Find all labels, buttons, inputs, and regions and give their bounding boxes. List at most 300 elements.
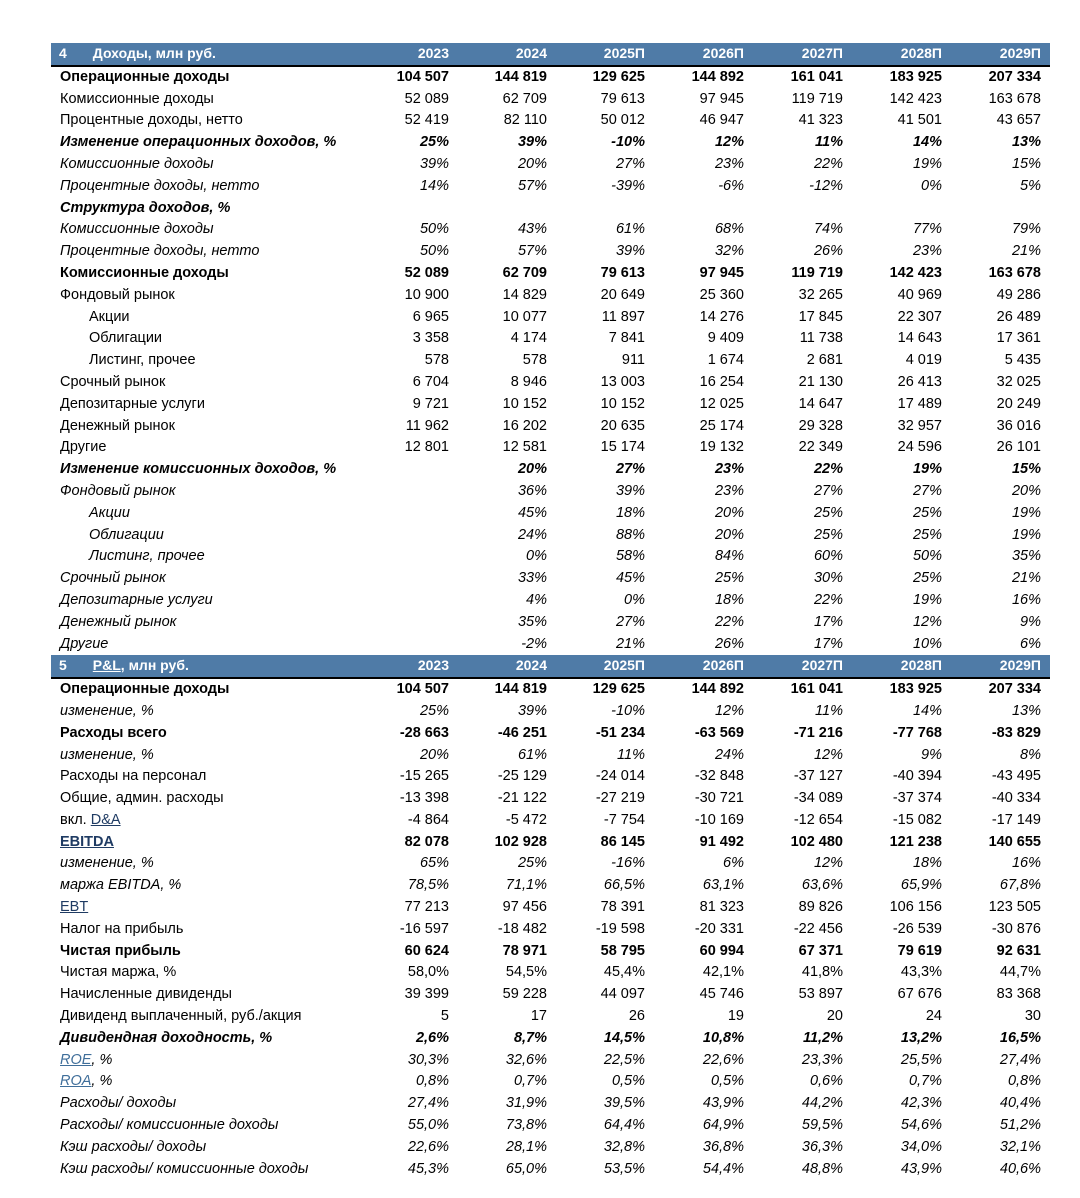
section-title-text: Доходы, млн руб. — [92, 45, 216, 61]
table-cell: 207 334 — [951, 678, 1050, 701]
table-cell: 2 681 — [806, 352, 843, 369]
table-cell: -10 169 — [694, 811, 744, 828]
table-cell: 104 507 — [360, 66, 458, 89]
year-header: 2024 — [458, 655, 556, 678]
table-cell: 161 041 — [753, 678, 852, 701]
table-cell: 14,5% — [603, 1029, 645, 1046]
table-row — [51, 701, 1050, 723]
table-cell: 39% — [517, 702, 547, 719]
row-label: Процентные доходы, нетто — [60, 177, 260, 194]
table-cell: -77 768 — [892, 724, 942, 741]
table-cell: 77 213 — [404, 899, 449, 916]
table-cell: 13,2% — [900, 1029, 942, 1046]
table-cell: 21% — [615, 635, 645, 652]
table-cell: 10 152 — [502, 395, 547, 412]
table-cell: 55,0% — [407, 1117, 449, 1134]
table-row — [51, 853, 1050, 875]
table-cell: 6 965 — [412, 308, 449, 325]
table-cell: 26% — [714, 635, 744, 652]
table-cell: 39% — [517, 134, 547, 151]
table-cell: 33% — [517, 570, 547, 587]
table-row — [51, 962, 1050, 984]
table-cell: 25% — [419, 134, 449, 151]
table-row — [51, 1137, 1050, 1159]
row-label-suffix: , % — [91, 1051, 113, 1068]
table-cell: 19 132 — [699, 439, 744, 456]
table-cell: 43,9% — [702, 1095, 744, 1112]
row-label: Денежный рынок — [60, 613, 177, 630]
table-cell: 64,4% — [603, 1117, 645, 1134]
table-cell: 19% — [912, 591, 942, 608]
table-row — [51, 263, 1050, 285]
table-cell: 14 276 — [699, 308, 744, 325]
table-cell: 44,7% — [999, 964, 1041, 981]
table-cell: 78 391 — [600, 899, 645, 916]
table-cell: 2,6% — [415, 1029, 449, 1046]
table-row — [51, 1050, 1050, 1072]
table-cell: 65,0% — [505, 1160, 547, 1177]
table-cell: 9% — [1020, 613, 1041, 630]
table-cell: 14 643 — [897, 330, 942, 347]
table-cell: 12% — [714, 134, 744, 151]
table-cell: 22% — [714, 613, 744, 630]
table-cell: 129 625 — [556, 678, 654, 701]
row-label: Процентные доходы, нетто — [60, 243, 260, 260]
table-cell: 61% — [615, 221, 645, 238]
row-label: изменение, % — [60, 702, 154, 719]
table-cell — [951, 198, 1050, 220]
section-title-link[interactable]: P&L — [92, 657, 121, 674]
row-label: Комиссионные доходы — [60, 264, 229, 281]
table-cell: -18 482 — [497, 920, 547, 937]
row-label-link[interactable]: D&A — [90, 811, 121, 828]
table-cell: 25% — [912, 570, 942, 587]
table-cell: -40 334 — [991, 790, 1041, 807]
financial-table-sheet — [51, 43, 1050, 1180]
row-label-link[interactable]: EBITDA — [60, 833, 114, 850]
table-cell: 25 360 — [699, 286, 744, 303]
table-cell: 81 323 — [699, 899, 744, 916]
table-cell: 63,1% — [702, 877, 744, 894]
table-cell: -46 251 — [497, 724, 547, 741]
table-cell: 17 845 — [798, 308, 843, 325]
table-cell: 29 328 — [798, 417, 843, 434]
table-cell: 41 323 — [798, 112, 843, 129]
table-cell: 4 019 — [905, 352, 942, 369]
row-label: Расходы на персонал — [60, 768, 207, 785]
row-label: Чистая маржа, % — [60, 964, 177, 981]
table-cell: 67 676 — [897, 986, 942, 1003]
table-cell: 20 635 — [600, 417, 645, 434]
table-cell: -17 149 — [991, 811, 1041, 828]
row-label: Другие — [60, 439, 107, 456]
table-cell: 10 900 — [404, 286, 449, 303]
table-cell: 24% — [714, 746, 744, 763]
table-cell: 62 709 — [502, 264, 547, 281]
table-cell: 129 625 — [556, 66, 654, 89]
table-cell: 10 077 — [502, 308, 547, 325]
table-row — [51, 219, 1050, 241]
table-cell: 43,3% — [900, 964, 942, 981]
table-row — [51, 285, 1050, 307]
table-cell: 53 897 — [798, 986, 843, 1003]
table-cell: 39% — [615, 482, 645, 499]
table-cell: 0,5% — [710, 1073, 744, 1090]
table-cell: 97 456 — [502, 899, 547, 916]
table-cell: -39% — [611, 177, 645, 194]
table-cell: 14 647 — [798, 395, 843, 412]
table-row — [51, 1071, 1050, 1093]
row-label: Расходы/ доходы — [60, 1095, 177, 1112]
table-cell: 12% — [813, 746, 843, 763]
table-cell: 13% — [1011, 702, 1041, 719]
row-label: Налог на прибыль — [60, 920, 184, 937]
table-cell: 83 368 — [996, 986, 1041, 1003]
table-cell: 40,4% — [999, 1095, 1041, 1112]
table-cell: 60 994 — [699, 942, 744, 959]
row-label: Изменение операционных доходов, % — [60, 134, 337, 151]
table-cell: 17 489 — [897, 395, 942, 412]
table-cell: 13% — [1011, 134, 1041, 151]
table-cell: 0,7% — [513, 1073, 547, 1090]
table-cell: 30 — [1024, 1008, 1041, 1025]
table-cell: 11,2% — [802, 1029, 843, 1046]
table-row — [51, 897, 1050, 919]
row-label — [51, 810, 360, 832]
table-row — [51, 546, 1050, 568]
table-row — [51, 984, 1050, 1006]
table-cell: 36 016 — [996, 417, 1041, 434]
row-label-link[interactable]: ROA — [60, 1073, 92, 1090]
section-title — [93, 45, 216, 61]
table-cell: 102 928 — [494, 833, 547, 850]
row-label: Листинг, прочее — [89, 548, 205, 565]
table-cell: 35% — [517, 613, 547, 630]
row-label: Расходы/ комиссионные доходы — [60, 1117, 279, 1134]
table-cell: 58 795 — [600, 942, 645, 959]
row-label: Комиссионные доходы — [60, 155, 214, 172]
table-cell: 9% — [921, 746, 942, 763]
table-cell: 27,4% — [407, 1095, 449, 1112]
table-cell: -24 014 — [595, 768, 645, 785]
table-cell: 15 174 — [600, 439, 645, 456]
table-cell — [458, 198, 556, 220]
table-cell: 1 674 — [707, 352, 744, 369]
table-cell: 20% — [714, 504, 744, 521]
table-cell: 163 678 — [988, 90, 1041, 107]
table-cell: 32,1% — [999, 1138, 1041, 1155]
table-cell: 25% — [912, 526, 942, 543]
table-cell: -22 456 — [793, 920, 843, 937]
table-row — [51, 372, 1050, 394]
table-cell: 27,4% — [999, 1051, 1041, 1068]
table-cell: 25% — [813, 504, 843, 521]
table-cell: 18% — [714, 591, 744, 608]
table-cell: -7 754 — [603, 811, 645, 828]
financial-table — [51, 43, 1050, 1180]
table-cell: 52 419 — [404, 112, 449, 129]
table-cell: -40 394 — [892, 768, 942, 785]
table-row — [51, 919, 1050, 941]
table-cell: 67,8% — [999, 877, 1041, 894]
table-cell: 20 649 — [600, 286, 645, 303]
table-cell: 144 892 — [654, 66, 753, 89]
table-cell: 9 409 — [707, 330, 744, 347]
table-cell: 52 089 — [404, 264, 449, 281]
table-cell: -71 216 — [793, 724, 843, 741]
table-body — [51, 43, 1050, 1180]
table-row — [51, 350, 1050, 372]
table-cell: 21 130 — [798, 373, 843, 390]
table-cell: -5 472 — [505, 811, 547, 828]
table-row — [51, 590, 1050, 612]
table-row — [51, 788, 1050, 810]
table-cell: 22% — [813, 461, 843, 478]
row-label: Депозитарные услуги — [60, 395, 205, 412]
table-cell: 79 613 — [600, 264, 645, 281]
table-cell: 18% — [615, 504, 645, 521]
table-row — [51, 766, 1050, 788]
table-cell: 144 819 — [458, 678, 556, 701]
table-cell: 10,8% — [702, 1029, 744, 1046]
table-cell: 18% — [912, 855, 942, 872]
table-cell: 44,2% — [801, 1095, 843, 1112]
table-cell: 0,8% — [1007, 1073, 1041, 1090]
row-label-link[interactable]: ROE — [60, 1051, 92, 1068]
table-cell: 45,4% — [603, 964, 645, 981]
table-row — [51, 1093, 1050, 1115]
table-cell: 54,6% — [900, 1117, 942, 1134]
table-cell: 12% — [714, 702, 744, 719]
table-row — [51, 941, 1050, 963]
table-cell: 6% — [1020, 635, 1041, 652]
table-cell: 60% — [813, 548, 843, 565]
table-row — [51, 132, 1050, 154]
table-cell: 20% — [517, 461, 547, 478]
table-cell: 13 003 — [600, 373, 645, 390]
table-row — [51, 328, 1050, 350]
row-label: Кэш расходы/ доходы — [60, 1138, 207, 1155]
table-cell: 60 624 — [404, 942, 449, 959]
row-label: Процентные доходы, нетто — [60, 112, 243, 129]
table-cell: 58% — [615, 548, 645, 565]
table-cell: 106 156 — [889, 899, 942, 916]
table-cell: 123 505 — [988, 899, 1041, 916]
table-cell: 7 841 — [608, 330, 645, 347]
table-cell: 26 101 — [996, 439, 1041, 456]
table-cell: 16% — [1011, 591, 1041, 608]
table-cell: 19% — [1011, 504, 1041, 521]
table-cell: 78 971 — [502, 942, 547, 959]
table-cell: 59 228 — [502, 986, 547, 1003]
table-cell: 0% — [526, 548, 547, 565]
year-header: 2028П — [852, 43, 951, 66]
table-cell: 50% — [912, 548, 942, 565]
table-cell — [360, 568, 458, 590]
row-label: Начисленные дивиденды — [60, 986, 232, 1003]
table-cell: 23% — [714, 482, 744, 499]
table-cell: 0% — [921, 177, 942, 194]
table-cell: 27% — [615, 461, 645, 478]
table-cell: 71,1% — [505, 877, 547, 894]
section-header — [51, 655, 1050, 678]
section-title-text: , млн руб. — [120, 657, 189, 674]
section-title — [93, 657, 189, 673]
table-row — [51, 198, 1050, 220]
table-cell: 45 746 — [699, 986, 744, 1003]
row-label: Листинг, прочее — [89, 352, 196, 369]
table-cell — [360, 459, 458, 481]
table-cell: 11% — [815, 134, 843, 151]
table-cell: -28 663 — [399, 724, 449, 741]
table-cell: 79 619 — [897, 942, 942, 959]
table-cell — [360, 612, 458, 634]
table-row — [51, 307, 1050, 329]
table-cell: 163 678 — [988, 264, 1041, 281]
table-cell: 19% — [912, 155, 942, 172]
table-cell: 5 435 — [1004, 352, 1041, 369]
table-cell: 27% — [813, 482, 843, 499]
table-cell: 22,5% — [603, 1051, 645, 1068]
table-cell — [360, 481, 458, 503]
table-cell: 11% — [815, 702, 843, 719]
table-cell: 51,2% — [999, 1117, 1041, 1134]
row-label: Денежный рынок — [60, 417, 175, 434]
table-cell: 41 501 — [897, 112, 942, 129]
table-cell: -27 219 — [595, 790, 645, 807]
table-cell: 19% — [1011, 526, 1041, 543]
table-row — [51, 481, 1050, 503]
table-cell: 64,9% — [702, 1117, 744, 1134]
table-cell: 12 801 — [404, 439, 449, 456]
table-cell: 20 249 — [996, 395, 1041, 412]
table-cell: -32 848 — [694, 768, 744, 785]
row-label: Операционные доходы — [51, 66, 360, 89]
table-cell: 22 349 — [798, 439, 843, 456]
table-cell: 26 489 — [996, 308, 1041, 325]
table-cell: 0,6% — [809, 1073, 843, 1090]
table-cell: 91 492 — [699, 833, 744, 850]
table-cell: 54,5% — [505, 964, 547, 981]
table-cell — [556, 198, 654, 220]
table-cell: 27% — [615, 613, 645, 630]
table-cell: 17 361 — [996, 330, 1041, 347]
table-cell: 19 — [727, 1008, 744, 1025]
table-row — [51, 241, 1050, 263]
table-cell: 73,8% — [505, 1117, 547, 1134]
table-cell: 207 334 — [951, 66, 1050, 89]
table-cell — [753, 198, 852, 220]
table-row — [51, 110, 1050, 132]
row-label: изменение, % — [60, 746, 154, 763]
table-cell: 142 423 — [889, 264, 942, 281]
table-cell: 52 089 — [404, 90, 449, 107]
table-cell: 4 174 — [510, 330, 547, 347]
table-cell: 24 596 — [897, 439, 942, 456]
table-cell: 142 423 — [889, 90, 942, 107]
row-label: Комиссионные доходы — [60, 221, 214, 238]
table-cell: 39 399 — [404, 986, 449, 1003]
table-row — [51, 176, 1050, 198]
row-label: Фондовый рынок — [60, 286, 175, 303]
table-cell: 104 507 — [360, 678, 458, 701]
table-cell: -43 495 — [991, 768, 1041, 785]
table-cell: 144 819 — [458, 66, 556, 89]
row-label — [51, 1050, 360, 1072]
table-cell: -15 265 — [399, 768, 449, 785]
table-row — [51, 525, 1050, 547]
table-cell: 25% — [714, 570, 744, 587]
row-label: Кэш расходы/ комиссионные доходы — [60, 1160, 309, 1177]
table-cell: 26 413 — [897, 373, 942, 390]
table-cell: 16 254 — [699, 373, 744, 390]
table-cell: 20 — [826, 1008, 843, 1025]
table-cell: 5 — [440, 1008, 449, 1025]
year-header: 2026П — [654, 43, 753, 66]
table-cell: 23% — [714, 155, 744, 172]
table-row — [51, 66, 1050, 89]
table-cell: 25% — [419, 702, 449, 719]
table-cell: 28,1% — [505, 1138, 547, 1155]
table-cell: 31,9% — [505, 1095, 547, 1112]
table-cell: 66,5% — [603, 877, 645, 894]
table-cell: 50 012 — [600, 112, 645, 129]
row-label: Изменение комиссионных доходов, % — [60, 461, 337, 478]
table-cell: 79 613 — [600, 90, 645, 107]
table-cell: 50% — [419, 221, 449, 238]
table-cell: -37 127 — [793, 768, 843, 785]
table-cell: 54,4% — [702, 1160, 744, 1177]
row-label: Дивидендная доходность, % — [60, 1029, 273, 1046]
table-row — [51, 723, 1050, 745]
table-cell: 43% — [517, 221, 547, 238]
row-label — [51, 832, 360, 854]
table-cell: 12% — [912, 613, 942, 630]
table-cell: 121 238 — [889, 833, 942, 850]
row-label: изменение, % — [60, 855, 154, 872]
row-label: Общие, админ. расходы — [60, 790, 224, 807]
row-label-link[interactable]: EBT — [60, 899, 89, 916]
table-cell: 23% — [714, 461, 744, 478]
table-cell: 8 946 — [510, 373, 547, 390]
table-cell — [360, 634, 458, 656]
section-title-cell — [51, 43, 360, 66]
row-label: Расходы всего — [60, 724, 167, 741]
table-cell: 79% — [1011, 221, 1041, 238]
table-cell: 119 719 — [791, 264, 843, 281]
table-cell: 43,9% — [900, 1160, 942, 1177]
table-cell: -21 122 — [497, 790, 547, 807]
year-header: 2026П — [654, 655, 753, 678]
table-row — [51, 437, 1050, 459]
table-cell: 9 721 — [412, 395, 449, 412]
table-cell: 0,7% — [908, 1073, 942, 1090]
row-label: Облигации — [89, 330, 163, 347]
table-cell: 15% — [1011, 155, 1041, 172]
table-cell: 25 174 — [699, 417, 744, 434]
table-row — [51, 810, 1050, 832]
row-label: Дивиденд выплаченный, руб./акция — [60, 1008, 302, 1025]
table-cell: 14% — [912, 134, 942, 151]
table-cell: 19% — [912, 461, 942, 478]
table-cell: -2% — [521, 635, 547, 652]
table-cell: 65% — [419, 855, 449, 872]
row-label: Структура доходов, % — [60, 199, 231, 216]
table-row — [51, 612, 1050, 634]
year-header: 2023 — [360, 655, 458, 678]
table-cell: 82 078 — [404, 833, 449, 850]
table-cell: 57% — [517, 177, 547, 194]
